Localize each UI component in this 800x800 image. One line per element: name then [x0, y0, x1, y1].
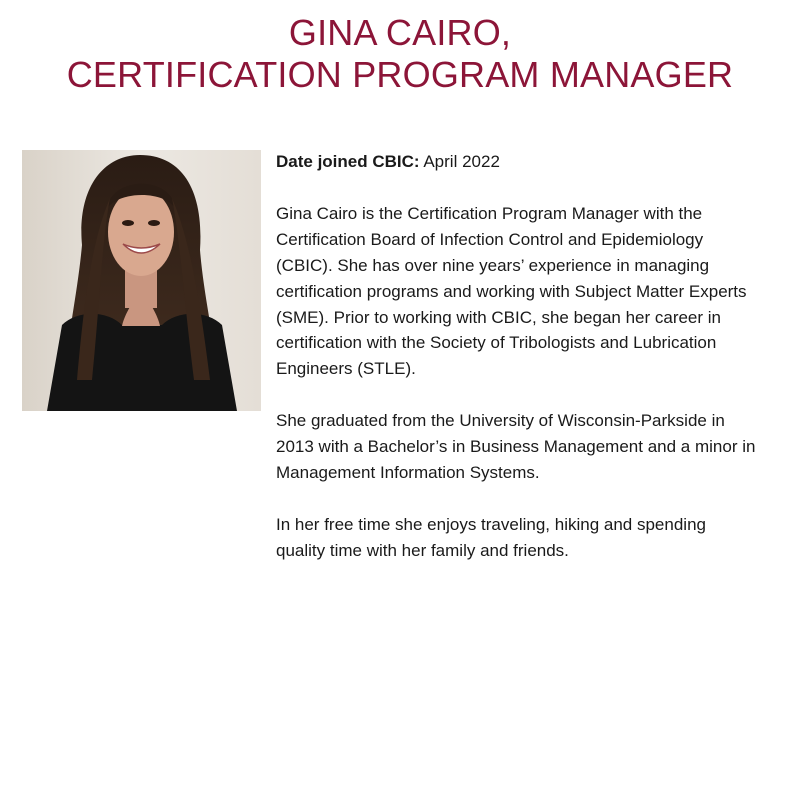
page-title — [0, 12, 800, 96]
profile-photo — [22, 150, 261, 411]
bio-text — [276, 149, 756, 590]
date-joined-label: Date joined CBIC: — [276, 152, 420, 171]
bio-paragraph: In her free time she enjoys traveling, hiking and spending quality time with her family and friends. — [276, 514, 706, 560]
title-name: GINA CAIRO, — [288, 12, 512, 53]
date-joined — [276, 149, 756, 175]
bio-paragraph: She graduated from the University of Wisconsin-Parkside in 2013 with a Bachelor’s in Business Management and a minor in Management Information Systems. — [276, 411, 756, 483]
date-joined-value: April 2022 — [419, 152, 500, 171]
bio-paragraph: Gina Cairo is the Certification Program Manager with the Certification Board of Infection Control and Epidemiology (CBIC). She has over nine years’ experience in managing certification programs and working with Subject Matter Experts (SME). Prior to working with CBIC, she began her career in certification with the Society of Tribologists and Lubrication Engineers (STLE). — [276, 203, 747, 379]
title-role: CERTIFICATION PROGRAM MANAGER — [66, 54, 734, 95]
